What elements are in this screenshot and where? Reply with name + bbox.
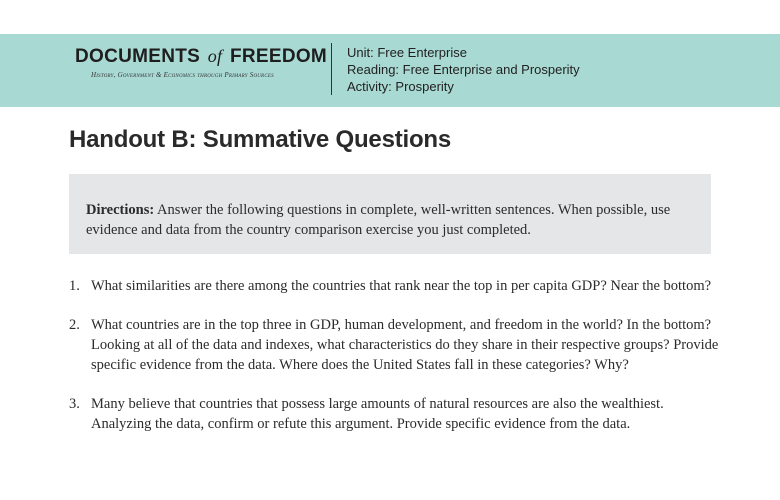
question-text: What similarities are there among the countries that rank near the top in per capita GDP? Near the bottom? [91,278,712,294]
directions-label: Directions: [86,202,155,218]
logo-subtitle: History, Government & Economics through Primary Sources [91,71,274,79]
header-meta [347,44,580,95]
question-text: Many believe that countries that possess large amounts of natural resources are also the wealthiest. Analyzing the data, confirm or refute this argument. Provide specific evidence from the data. [91,396,664,432]
question-item [69,276,719,296]
question-text: What countries are in the top three in GDP, human development, and freedom in the world? In the bottom? Looking at all of the data and indexes, what characteristics do they share in their respective groups? Provide specific evidence from the data. Where does the United States fall in these categories? Why? [91,317,719,373]
question-list [69,276,719,434]
question-number: 1. [69,278,80,294]
question-number: 3. [69,396,80,412]
logo-title-freedom: FREEDOM [229,46,328,67]
header-divider [331,43,332,95]
handout-title: Handout B: Summative Questions [69,126,452,153]
question-item [69,315,719,375]
question-number: 2. [69,317,80,333]
logo-title-documents: DOCUMENTS [75,46,201,67]
logo-title-of: of [207,46,223,66]
activity-label: Activity: Prosperity [347,79,454,94]
directions-body: Answer the following questions in complete, well-written sentences. When possible, use evidence and data from the country comparison exercise you just completed. [86,202,671,238]
directions-box [69,174,711,254]
header-banner [0,34,780,107]
reading-label: Reading: Free Enterprise and Prosperity [347,62,580,77]
documents-of-freedom-logo [75,46,327,79]
directions-text [86,200,698,240]
unit-label: Unit: Free Enterprise [347,45,467,60]
logo-title [75,46,327,68]
question-item [69,394,719,434]
